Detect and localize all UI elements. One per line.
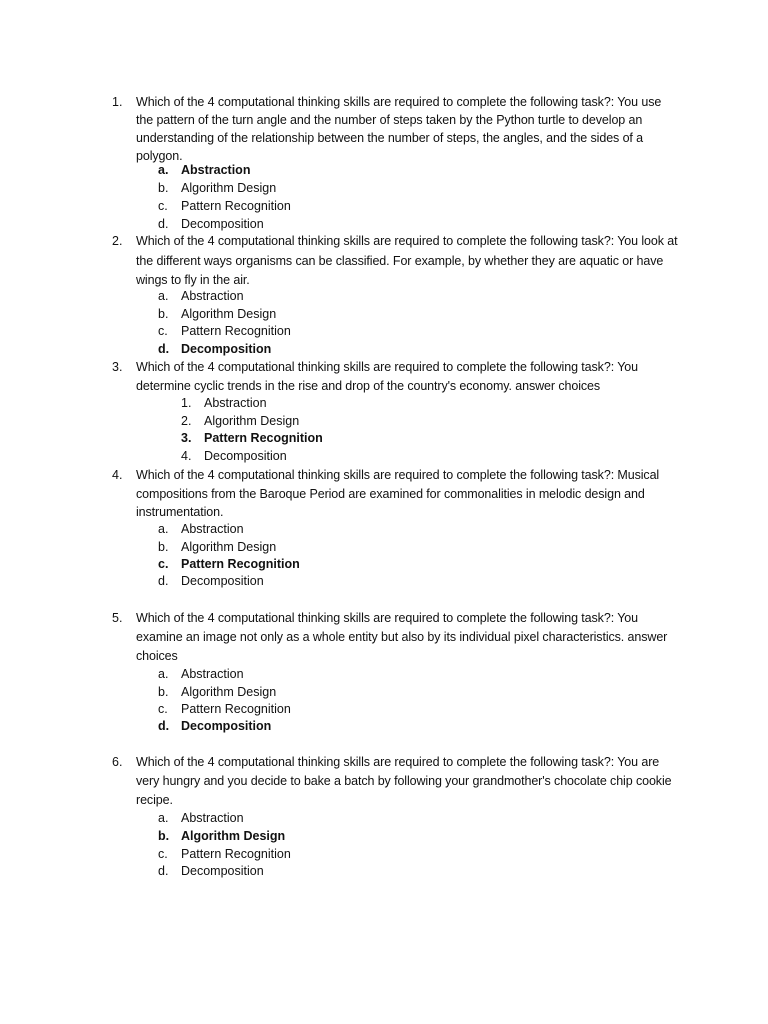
- choice-marker: a.: [158, 667, 169, 681]
- choice-marker: c.: [158, 847, 168, 861]
- choice-label: Abstraction: [204, 396, 267, 410]
- choice-label: Pattern Recognition: [181, 324, 291, 338]
- question-number: 4.: [112, 468, 123, 482]
- question-number: 3.: [112, 360, 123, 374]
- choice-label: Pattern Recognition: [181, 847, 291, 861]
- choice-marker: a.: [158, 811, 169, 825]
- choice-label: Pattern Recognition: [181, 557, 300, 571]
- choice-marker: a.: [158, 289, 169, 303]
- choice-label: Algorithm Design: [181, 540, 277, 554]
- choice-marker: b.: [158, 540, 169, 554]
- choice-marker: 3.: [181, 431, 192, 445]
- choice-label: Algorithm Design: [181, 181, 277, 195]
- choice-label: Abstraction: [181, 522, 244, 536]
- question-text: Which of the 4 computational thinking skills are required to complete the following task?: You determine cyclic trends in the rise and drop of the country's economy. answer choices: [136, 360, 639, 393]
- choice-marker: b.: [158, 181, 169, 195]
- choice-label: Pattern Recognition: [181, 702, 291, 716]
- choice-marker: b.: [158, 829, 170, 843]
- choice-marker: c.: [158, 557, 169, 571]
- choice-label: Decomposition: [181, 719, 272, 733]
- choice-label: Abstraction: [181, 163, 251, 177]
- question-text: Which of the 4 computational thinking skills are required to complete the following task?: You look at the different ways organisms can be classified. For example, by whether they are aquatic or have wings to fly in the air.: [136, 234, 678, 287]
- question-number: 2.: [112, 234, 123, 248]
- question-text: Which of the 4 computational thinking skills are required to complete the following task?: You are very hungry and you decide to bake a batch by following your grandmother's chocolate chip cookie recipe.: [136, 755, 672, 807]
- choice-marker: a.: [158, 522, 169, 536]
- choice-marker: c.: [158, 324, 168, 338]
- choice-label: Algorithm Design: [181, 829, 286, 843]
- choice-label: Decomposition: [181, 342, 272, 356]
- choice-marker: d.: [158, 217, 169, 231]
- choice-marker: a.: [158, 163, 169, 177]
- choice-marker: d.: [158, 342, 170, 356]
- question-text: Which of the 4 computational thinking skills are required to complete the following task?: You examine an image not only as a whole entity but also by its individual pixel characteristics. answer choices: [136, 611, 668, 663]
- choice-label: Abstraction: [181, 289, 244, 303]
- choice-label: Abstraction: [181, 811, 244, 825]
- choice-label: Pattern Recognition: [181, 199, 291, 213]
- choice-label: Decomposition: [181, 574, 264, 588]
- choice-marker: b.: [158, 307, 169, 321]
- choice-label: Pattern Recognition: [204, 431, 323, 445]
- question-text: Which of the 4 computational thinking skills are required to complete the following task?: Musical compositions from the Baroque Period are examined for commonalities in melodic design and instrumentation.: [136, 468, 660, 519]
- choice-marker: 4.: [181, 449, 192, 463]
- choice-marker: d.: [158, 574, 169, 588]
- choice-marker: 2.: [181, 414, 192, 428]
- choice-marker: b.: [158, 685, 169, 699]
- choice-marker: d.: [158, 719, 170, 733]
- choice-label: Algorithm Design: [181, 685, 277, 699]
- choice-label: Decomposition: [181, 217, 264, 231]
- question-number: 1.: [112, 95, 123, 109]
- choice-label: Algorithm Design: [181, 307, 277, 321]
- choice-marker: d.: [158, 864, 169, 878]
- question-number: 6.: [112, 755, 123, 769]
- choice-label: Algorithm Design: [204, 414, 300, 428]
- choice-label: Decomposition: [181, 864, 264, 878]
- question-text: Which of the 4 computational thinking skills are required to complete the following task?: You use the pattern of the turn angle and the number of steps taken by the Python turtle to develop an understanding of the relationship between the number of steps, the angles, and the sides of a polygon.: [136, 95, 662, 163]
- choice-marker: c.: [158, 199, 168, 213]
- choice-label: Decomposition: [204, 449, 287, 463]
- question-number: 5.: [112, 611, 123, 625]
- choice-marker: c.: [158, 702, 168, 716]
- choice-label: Abstraction: [181, 667, 244, 681]
- choice-marker: 1.: [181, 396, 192, 410]
